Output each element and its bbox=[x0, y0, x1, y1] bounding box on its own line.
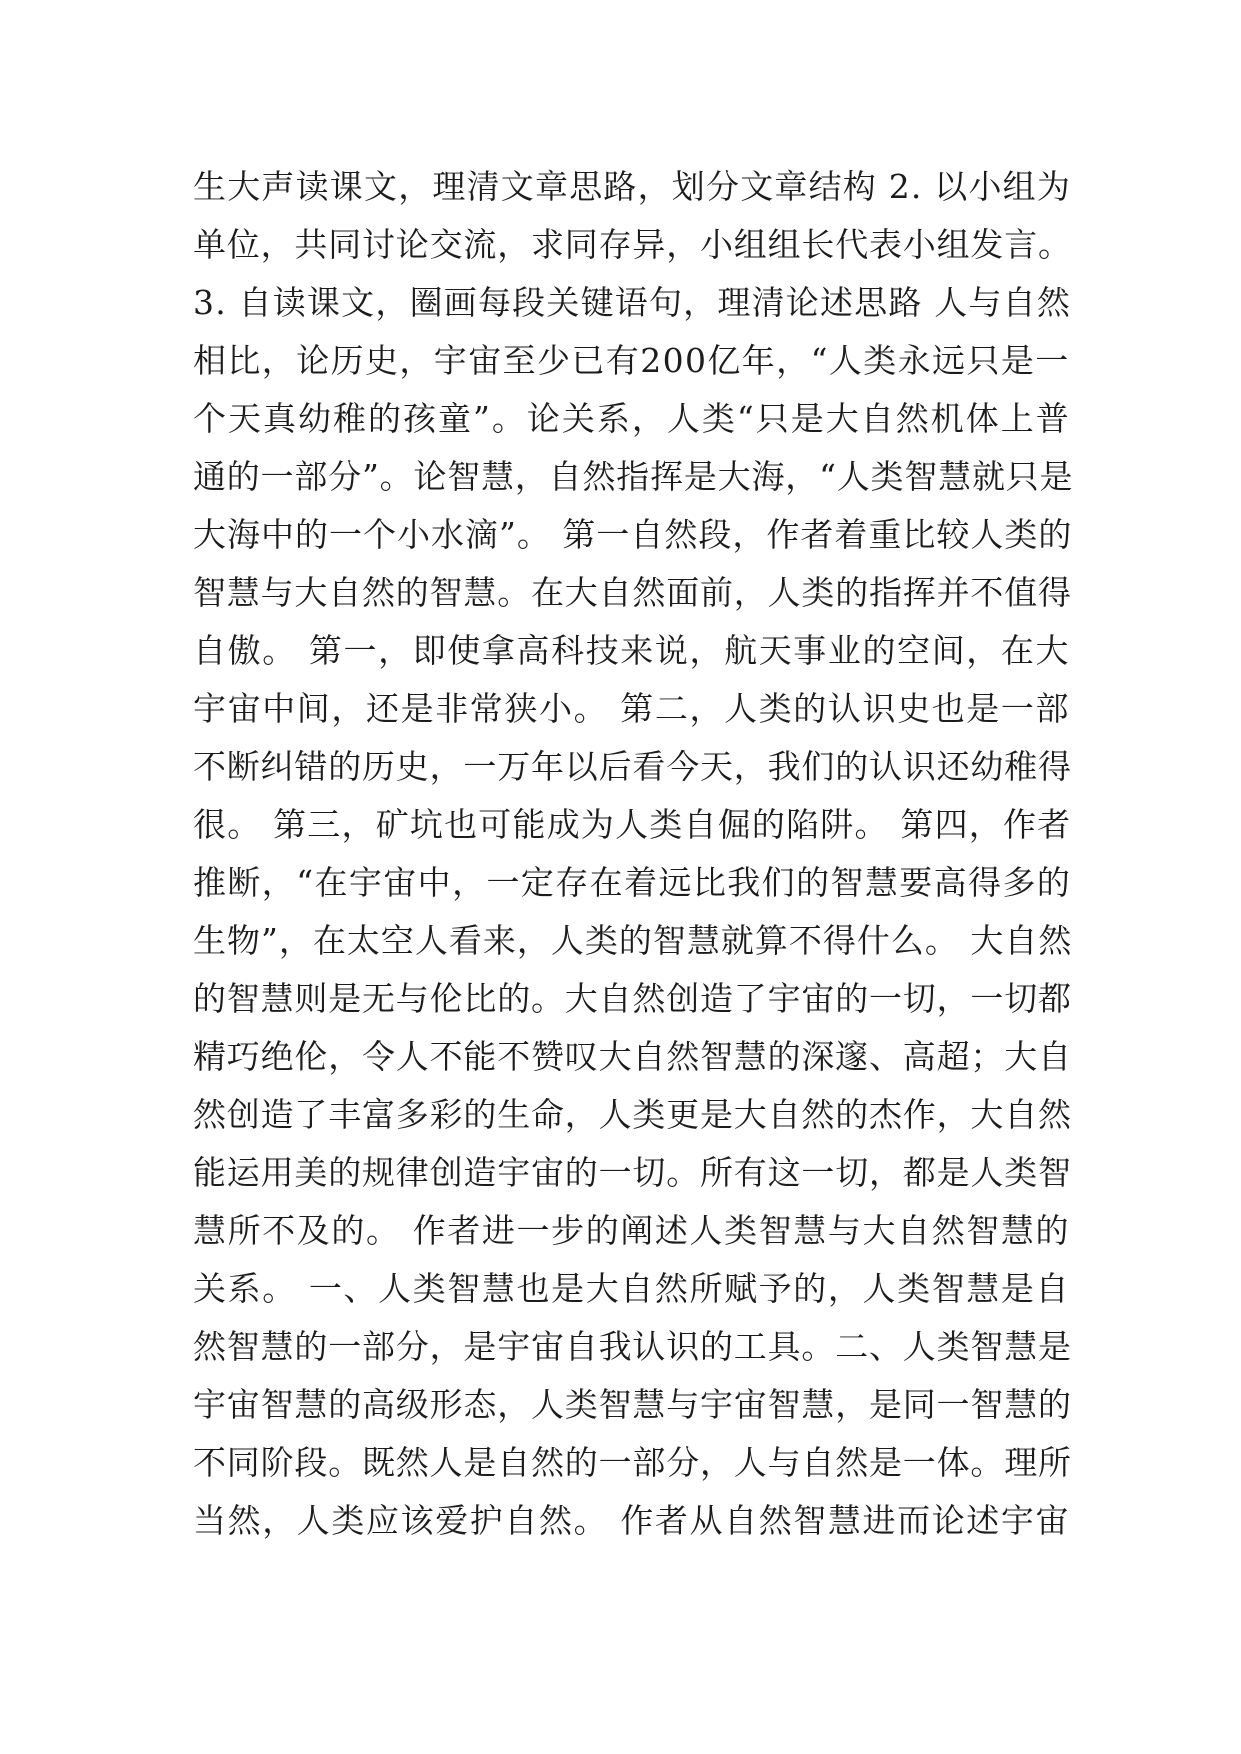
text-line: 很。 第三，矿坑也可能成为人类自倔的陷阱。 第四，作者 bbox=[193, 805, 1072, 844]
text-line: 当然，人类应该爱护自然。 作者从自然智慧进而论述宇宙 bbox=[193, 1501, 1071, 1540]
text-line: 单位，共同讨论交流，求同存异，小组组长代表小组发言。 bbox=[193, 225, 1072, 264]
text-line: 生大声读课文，理清文章思路，划分文章结构 2. 以小组为 bbox=[193, 167, 1072, 206]
text-line: 宇宙智慧的高级形态，人类智慧与宇宙智慧，是同一智慧的 bbox=[193, 1385, 1072, 1424]
text-line: 宇宙中间，还是非常狭小。 第二，人类的认识史也是一部 bbox=[193, 689, 1071, 728]
text-line: 大海中的一个小水滴”。 第一自然段，作者着重比较人类的 bbox=[193, 515, 1073, 554]
text-line: 3. 自读课文，圈画每段关键语句，理清论述思路 人与自然 bbox=[193, 283, 1072, 322]
text-line: 不断纠错的历史，一万年以后看今天，我们的认识还幼稚得 bbox=[193, 747, 1072, 786]
text-line: 的智慧则是无与伦比的。大自然创造了宇宙的一切，一切都 bbox=[193, 979, 1072, 1018]
text-line: 慧所不及的。 作者进一步的阐述人类智慧与大自然智慧的 bbox=[193, 1211, 1071, 1250]
text-line: 智慧与大自然的智慧。在大自然面前，人类的指挥并不值得 bbox=[193, 573, 1072, 612]
text-line: 不同阶段。既然人是自然的一部分，人与自然是一体。理所 bbox=[193, 1443, 1072, 1482]
text-line: 推断，“在宇宙中，一定存在着远比我们的智慧要高得多的 bbox=[193, 863, 1072, 902]
text-line: 自傲。 第一，即使拿高科技来说，航天事业的空间，在大 bbox=[193, 631, 1071, 670]
text-line: 个天真幼稚的孩童”。论关系，人类“只是大自然机体上普 bbox=[193, 399, 1071, 438]
text-line: 相比，论历史，宇宙至少已有200亿年，“人类永远只是一 bbox=[193, 341, 1070, 380]
text-line: 能运用美的规律创造宇宙的一切。所有这一切，都是人类智 bbox=[193, 1153, 1072, 1192]
text-line: 然创造了丰富多彩的生命，人类更是大自然的杰作，大自然 bbox=[193, 1095, 1072, 1134]
text-line: 精巧绝伦，令人不能不赞叹大自然智慧的深邃、高超；大自 bbox=[193, 1037, 1072, 1076]
text-line: 然智慧的一部分，是宇宙自我认识的工具。二、人类智慧是 bbox=[193, 1327, 1072, 1366]
text-line: 通的一部分”。论智慧，自然指挥是大海，“人类智慧就只是 bbox=[193, 457, 1074, 496]
text-line: 生物”，在太空人看来，人类的智慧就算不得什么。 大自然 bbox=[193, 921, 1073, 960]
text-line: 关系。 一、人类智慧也是大自然所赋予的，人类智慧是自 bbox=[193, 1269, 1071, 1308]
